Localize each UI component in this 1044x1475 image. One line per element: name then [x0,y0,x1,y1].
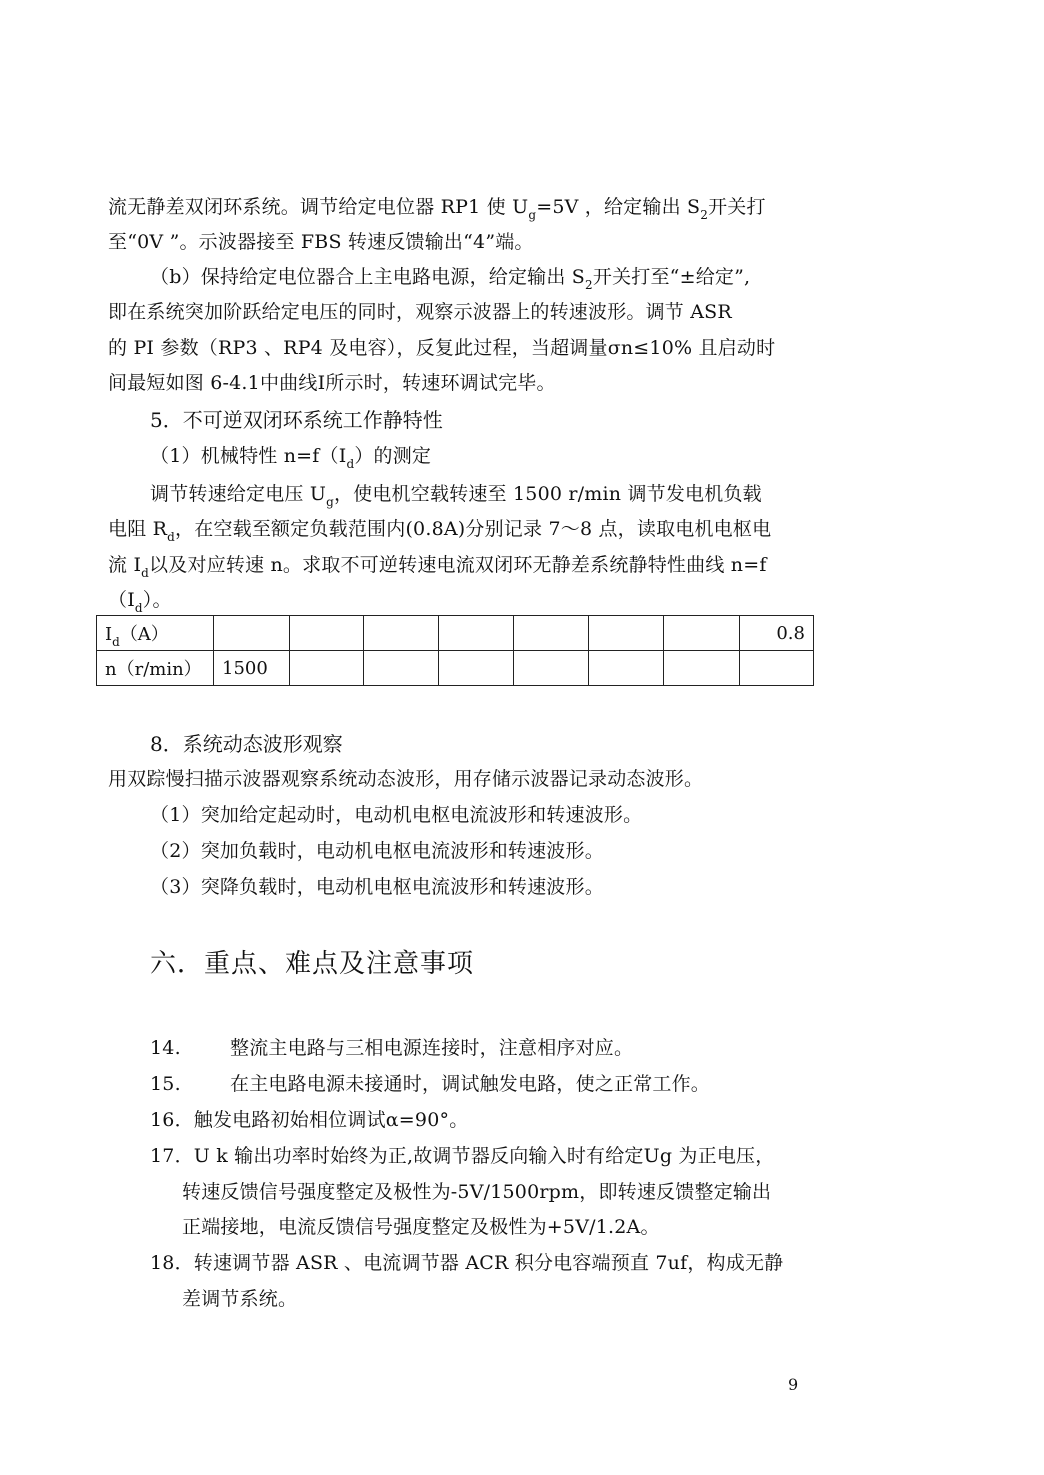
table-cell [214,616,290,651]
subscript: 2 [700,208,709,222]
table-cell-id-label [97,616,214,651]
para1-line2: 至“0V ”。示波器接至 FBS 转速反馈输出“4”端。 [108,231,534,253]
note-text: 在主电路电源未接通时，调试触发电路，使之正常工作。 [230,1073,711,1095]
table-cell-n-first: 1500 [214,651,290,686]
static-characteristic-table [96,615,814,686]
subscript: d [141,566,150,580]
note-18-line2: 差调节系统。 [182,1288,298,1310]
table-cell [514,651,589,686]
sub1-heading [150,444,432,471]
note-17-line2: 转速反馈信号强度整定及极性为-5V/1500rpm，即转速反馈整定输出 [182,1181,772,1203]
para3-line3 [108,553,767,580]
page-number: 9 [788,1375,799,1394]
table-cell [514,616,589,651]
subscript: g [528,208,537,222]
section6-title: 六．重点、难点及注意事项 [150,949,475,979]
text: 调节转速给定电压 U [150,483,327,505]
subscript: d [167,530,176,544]
section8-item-2: （2）突加负载时，电动机电枢电流波形和转速波形。 [150,840,604,862]
text: ，使电机空载转速至 1500 r/min 调节发电机负载 [333,483,762,505]
text: （I [108,589,135,611]
subscript: d [134,601,143,615]
subscript: g [326,495,334,509]
table-cell [589,616,664,651]
para1-line1 [108,195,766,222]
para3-line1 [150,482,762,509]
section8-intro: 用双踪慢扫描示波器观察系统动态波形，用存储示波器记录动态波形。 [108,768,704,790]
section8-item-3: （3）突降负载时，电动机电枢电流波形和转速波形。 [150,876,604,898]
text: 流无静差双闭环系统。调节给定电位器 RP1 使 U [108,196,529,218]
text: =5V ，给定输出 S [536,196,701,218]
table-cell [439,616,514,651]
text: （1）机械特性 n=f（I [150,445,347,467]
table-cell [290,651,364,686]
text: （b）保持给定电位器合上主电路电源，给定输出 S [150,266,586,288]
para2-line1 [150,265,751,292]
para3-line2 [108,517,772,544]
text: I [105,624,113,645]
subscript: d [112,635,120,649]
note-14 [150,1036,633,1060]
text: ）。 [142,589,172,611]
subscript: 2 [585,278,593,292]
table-cell [290,616,364,651]
note-15 [150,1072,710,1096]
table-row [97,651,814,686]
note-17-line1: 17．U k 输出功率时始终为正,故调节器反向输入时有给定Ug 为正电压， [150,1145,775,1167]
text: 开关打 [708,196,766,218]
table-cell [589,651,664,686]
text: ，在空载至额定负载范围内(0.8A)分别记录 7～8 点，读取电机电枢电 [175,518,772,540]
table-cell-id-last: 0.8 [740,616,814,651]
para2-line4: 间最短如图 6-4.1中曲线Ⅰ所示时，转速环调试完毕。 [108,372,556,394]
table-cell [364,651,439,686]
para2-line3: 的 PI 参数（RP3 、RP4 及电容），反复此过程，当超调量σn≤10% 且启动时 [108,337,776,359]
note-18-line1: 18．转速调节器 ASR 、电流调节器 ACR 积分电容端预直 7uf，构成无静 [150,1252,784,1274]
note-number: 15. [150,1073,181,1095]
text: 以及对应转速 n。求取不可逆转速电流双闭环无静差系统静特性曲线 n=f [149,554,767,576]
para3-line4 [108,588,172,615]
table-cell [439,651,514,686]
note-text: 整流主电路与三相电源连接时，注意相序对应。 [230,1037,634,1059]
table-cell [664,651,740,686]
text: （A） [119,624,169,645]
text: 流 I [108,554,142,576]
table-cell [664,616,740,651]
text: 电阻 R [108,518,168,540]
note-16: 16．触发电路初始相位调试α=90°。 [150,1109,469,1131]
note-17-line3: 正端接地，电流反馈信号强度整定及极性为+5V/1.2A。 [182,1216,660,1238]
section5-title: 5．不可逆双闭环系统工作静特性 [150,408,443,432]
table-cell-n-label: n（r/min） [97,651,214,686]
subscript: d [346,457,355,471]
table-cell [740,651,814,686]
para2-line2: 即在系统突加阶跃给定电压的同时，观察示波器上的转速波形。调节 ASR [108,301,732,323]
section8-item-1: （1）突加给定起动时，电动机电枢电流波形和转速波形。 [150,804,643,826]
table-cell [364,616,439,651]
text: 开关打至“±给定”, [592,266,751,288]
table-row [97,616,814,651]
text: ）的测定 [354,445,432,467]
section8-title: 8．系统动态波形观察 [150,732,343,756]
note-number: 14. [150,1037,181,1059]
